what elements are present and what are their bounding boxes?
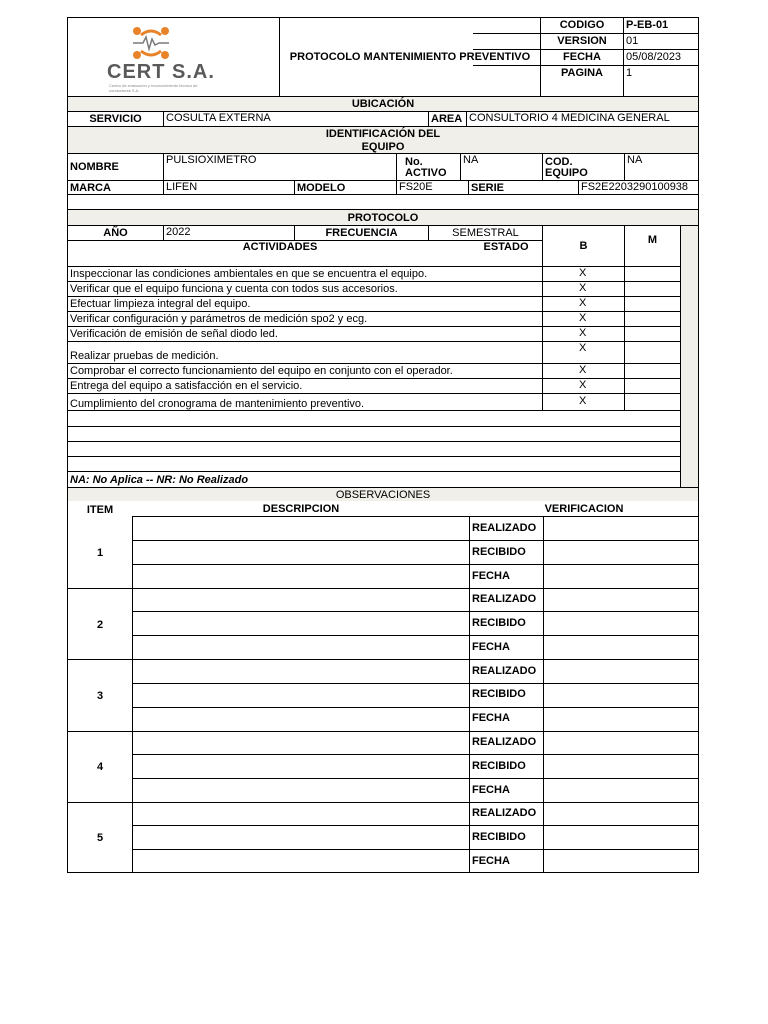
activo-label-2: ACTIVO — [405, 167, 447, 179]
descripcion-header: DESCRIPCION — [262, 502, 340, 515]
activity-b-mark: X — [579, 312, 587, 324]
actividades-header: ACTIVIDADES — [242, 241, 318, 253]
fecha-label: FECHA — [472, 784, 510, 796]
frecuencia-label: FRECUENCIA — [325, 227, 398, 239]
serie-value: FS2E2203290100938 — [581, 181, 689, 193]
equipo-title-line2: EQUIPO — [361, 140, 405, 153]
area-value: CONSULTORIO 4 MEDICINA GENERAL — [469, 112, 670, 124]
item-number: 1 — [96, 546, 104, 559]
observation-item — [67, 589, 699, 660]
codigo-label: CODIGO — [559, 19, 605, 31]
activo-label — [397, 154, 460, 180]
recibido-label: RECIBIDO — [472, 688, 526, 700]
header — [67, 17, 699, 96]
activity-text: Verificación de emisión de señal diodo led. — [70, 328, 278, 340]
codigo-value: P-EB-01 — [626, 19, 669, 31]
activity-row — [67, 394, 681, 410]
document-title: PROTOCOLO MANTENIMIENTO PREVENTIVO — [289, 50, 531, 63]
ano-label: AÑO — [103, 227, 128, 239]
activo-value: NA — [463, 154, 479, 166]
activity-text: Comprobar el correcto funcionamiento del equipo en conjunto con el operador. — [70, 365, 453, 377]
activity-text: Efectuar limpieza integral del equipo. — [70, 298, 251, 310]
activity-b-mark: X — [579, 327, 587, 339]
activity-row — [67, 379, 681, 393]
recibido-label: RECIBIDO — [472, 617, 526, 629]
activity-text: Cumplimiento del cronograma de mantenimiento preventivo. — [70, 398, 365, 410]
servicio-value: COSULTA EXTERNA — [166, 112, 271, 124]
equipo-title-line1: IDENTIFICACIÓN DEL — [325, 127, 441, 140]
activity-row — [67, 297, 681, 311]
recibido-label: RECIBIDO — [472, 760, 526, 772]
modelo-value: FS20E — [399, 181, 433, 193]
servicio-label: SERVICIO — [89, 113, 142, 125]
realizado-label: REALIZADO — [472, 593, 537, 605]
fecha-label: FECHA — [472, 712, 510, 724]
fecha-value: 05/08/2023 — [626, 51, 682, 63]
activity-row — [67, 327, 681, 341]
observation-item — [67, 802, 699, 873]
activity-b-mark: X — [579, 379, 587, 391]
realizado-label: REALIZADO — [472, 736, 537, 748]
activo-label-1: No. — [405, 156, 423, 168]
legend-text: NA: No Aplica -- NR: No Realizado — [70, 474, 249, 486]
activity-text: Verificar configuración y parámetros de medición spo2 y ecg. — [70, 313, 368, 325]
item-number: 5 — [96, 831, 104, 844]
activity-b-mark: X — [579, 297, 587, 309]
activity-row — [67, 312, 681, 326]
marca-value: LIFEN — [166, 181, 198, 193]
logo-text: CERT S.A. — [107, 61, 215, 83]
logo-subtitle: Centro de evaluación y reconocimiento técnico de conductores S.A. — [109, 83, 198, 93]
item-header: ITEM — [86, 503, 114, 516]
ubicacion-title: UBICACIÓN — [68, 97, 698, 111]
verificacion-header: VERIFICACION — [544, 502, 624, 515]
side-strip — [681, 226, 698, 487]
cod-label-1: COD. — [545, 156, 573, 168]
pagina-label: PAGINA — [561, 67, 603, 79]
modelo-label: MODELO — [297, 181, 346, 194]
activity-b-mark: X — [579, 364, 587, 376]
logo-icon — [129, 25, 173, 61]
activity-text: Inspeccionar las condiciones ambientales en que se encuentra el equipo. — [70, 268, 428, 280]
activity-row — [67, 364, 681, 378]
recibido-label: RECIBIDO — [472, 831, 526, 843]
item-number: 2 — [96, 618, 104, 631]
m-column-header: M — [647, 234, 658, 246]
activity-text: Entrega del equipo a satisfacción en el servicio. — [70, 380, 303, 392]
protocolo-title: PROTOCOLO — [68, 210, 698, 225]
serie-label: SERIE — [471, 181, 505, 194]
activity-b-mark: X — [579, 267, 587, 279]
activity-b-mark: X — [579, 342, 587, 354]
activity-row — [67, 342, 681, 363]
estado-header: ESTADO — [483, 241, 529, 253]
version-value: 01 — [626, 35, 639, 47]
recibido-label: RECIBIDO — [472, 546, 526, 558]
nombre-label: NOMBRE — [70, 161, 119, 173]
observaciones-title: OBSERVACIONES — [68, 488, 698, 501]
realizado-label: REALIZADO — [472, 665, 537, 677]
activities-table — [67, 266, 681, 410]
activity-row — [67, 282, 681, 296]
nombre-value: PULSIOXIMETRO — [166, 154, 257, 166]
activity-b-mark: X — [579, 282, 587, 294]
item-number: 3 — [96, 689, 104, 702]
fecha-label: FECHA — [472, 855, 510, 867]
cod-equipo-label — [543, 154, 624, 180]
pagina-value: 1 — [626, 67, 633, 79]
cod-equipo-value: NA — [627, 154, 643, 166]
realizado-label: REALIZADO — [472, 807, 537, 819]
fecha-label: FECHA — [563, 51, 601, 63]
frecuencia-value: SEMESTRAL — [452, 227, 519, 239]
activity-row — [67, 266, 681, 281]
activity-b-mark: X — [579, 395, 587, 407]
fecha-label: FECHA — [472, 641, 510, 653]
observation-item — [67, 731, 699, 802]
marca-label: MARCA — [70, 181, 111, 194]
cod-label-2: EQUIPO — [545, 167, 588, 179]
item-number: 4 — [96, 760, 104, 773]
area-label: AREA — [431, 113, 463, 125]
company-logo — [67, 17, 279, 96]
realizado-label: REALIZADO — [472, 522, 537, 534]
equipo-title — [68, 127, 698, 153]
fecha-label: FECHA — [472, 570, 510, 582]
observation-item — [67, 660, 699, 731]
activity-text: Verificar que el equipo funciona y cuenta con todos sus accesorios. — [70, 283, 398, 295]
activity-text: Realizar pruebas de medición. — [70, 350, 219, 362]
observation-item — [67, 516, 699, 589]
b-column-header: B — [579, 240, 588, 252]
version-label: VERSION — [557, 35, 607, 47]
ano-value: 2022 — [166, 226, 191, 238]
